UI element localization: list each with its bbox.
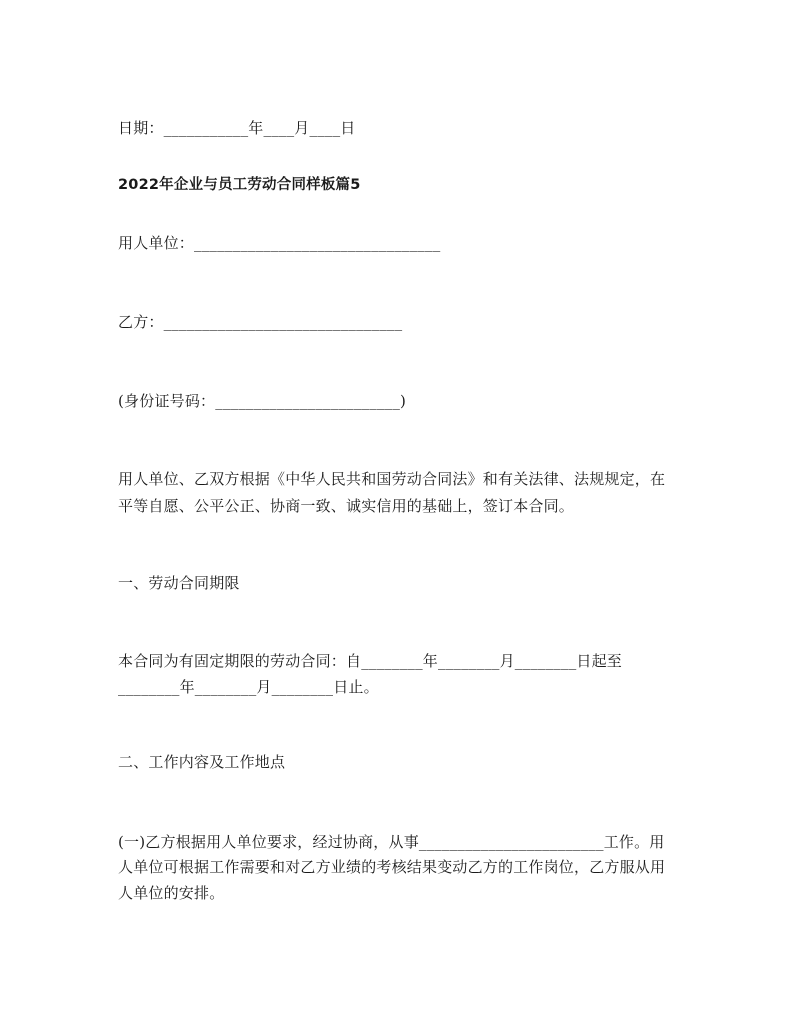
job-paragraph-line-2: 人单位可根据工作需要和对乙方业绩的考核结果变动乙方的工作岗位，乙方服从用 [118,858,666,876]
date-line: 日期：___________年____月____日 [118,119,356,137]
id-number-line: (身份证号码：________________________) [118,392,407,410]
term-paragraph-line-1: 本合同为有固定期限的劳动合同：自________年________月________日起至 [118,652,623,670]
intro-paragraph-line-1: 用人单位、乙双方根据《中华人民共和国劳动合同法》和有关法律、法规规定，在 [118,470,666,488]
party-b-line: 乙方：_______________________________ [118,313,403,331]
job-paragraph-line-3: 人单位的安排。 [118,884,225,902]
document-title: 2022年企业与员工劳动合同样板篇5 [118,177,361,193]
employer-line: 用人单位：________________________________ [118,234,441,252]
section-1-heading: 一、劳动合同期限 [118,574,240,592]
job-paragraph-line-1: (一)乙方根据用人单位要求，经过协商，从事________________________工作。用 [118,833,665,851]
section-2-heading: 二、工作内容及工作地点 [118,753,286,771]
term-paragraph-line-2: ________年________月________日止。 [118,678,379,696]
intro-paragraph-line-2: 平等自愿、公平公正、协商一致、诚实信用的基础上，签订本合同。 [118,497,575,515]
